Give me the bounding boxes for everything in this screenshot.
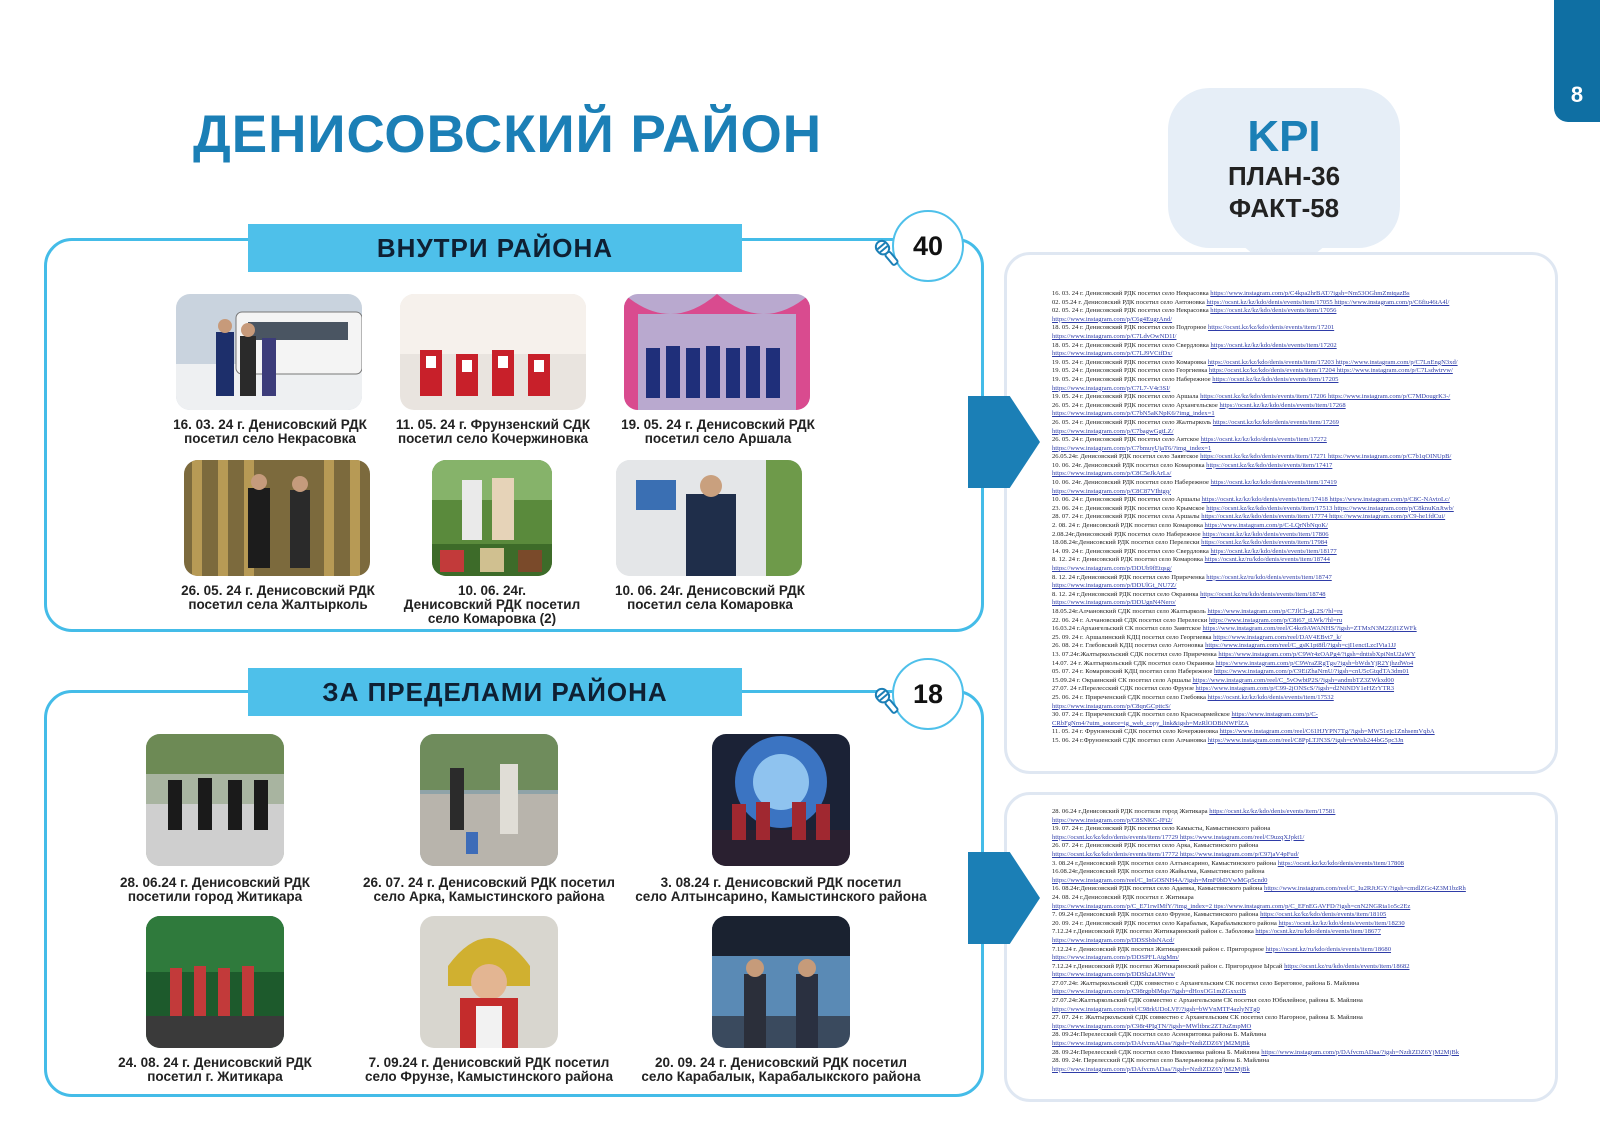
event-entry: [1052, 496, 1532, 505]
page-number: 8: [1570, 82, 1584, 107]
event-entry: [1052, 522, 1532, 531]
event-entry: [1052, 428, 1532, 437]
photo-caption: 26. 05. 24 г. Денисовский РДК посетил села Жалтырколь: [181, 583, 375, 612]
event-entry: [1052, 608, 1532, 617]
event-entry: [1052, 625, 1532, 634]
event-link[interactable]: https://ocsnt.kz/kz/kdo/denis/events/item/17808: [1277, 859, 1404, 867]
event-entry: [1052, 436, 1532, 445]
event-entry: [1052, 668, 1532, 677]
photo-caption: 10. 06. 24г. Денисовский РДК посетил села Комаровка: [615, 583, 805, 612]
event-link[interactable]: https://www.instagram.com/p/C7LdvOwND1I/: [1052, 332, 1177, 340]
photo-caption: 10. 06. 24г. Денисовский РДК посетил село Комаровка (2): [403, 583, 581, 626]
event-link[interactable]: https://www.instagram.com/reel/C98rkUDoLVF/?igsh=bWVnMTF4azlyNTg0: [1052, 1005, 1260, 1013]
event-text: 27.07. 24 г.Перелесский СДК посетил село Фрунзе: [1052, 685, 1196, 693]
outside-count-badge: 18: [892, 658, 964, 730]
event-link[interactable]: https://www.instagram.com/p/C6g4EugrAnd/: [1052, 315, 1173, 323]
event-entry: [1052, 419, 1532, 428]
event-entry: [1052, 946, 1532, 955]
event-text: 26. 05. 24 г. Денисовский РДК посетил село Архангельское: [1052, 401, 1220, 409]
event-link[interactable]: https://www.instagram.com/p/C_E71rwIMfY/?img_index=2 ttps://www.instagram.com/p/C_EFnEGAVFD/?igsh=cnN2NGRta1o5c2Ez: [1052, 902, 1411, 910]
event-entry: [1052, 877, 1532, 886]
event-entry: [1052, 556, 1532, 565]
photo-nekrasovka: [176, 294, 362, 410]
event-link[interactable]: https://www.instagram.com/p/C8qnGCpttcS/: [1052, 702, 1171, 710]
event-entry: [1052, 513, 1532, 522]
event-entry: [1052, 453, 1532, 462]
event-text: 10. 06. 24г. Денисовский РДК посетил село Комаровка: [1052, 461, 1207, 469]
inside-district-banner: ВНУТРИ РАЙОНА: [248, 224, 742, 272]
photo-zhitikara: [146, 734, 284, 866]
photo-zhaltyrkol: [184, 460, 370, 576]
event-text: 02. 05. 24 г. Денисовский РДК посетил село Некрасовка: [1052, 307, 1211, 315]
event-text: 16. 03. 24 г. Денисовский РДК посетил село Некрасовка: [1052, 290, 1211, 297]
event-entry: [1052, 350, 1532, 359]
event-link[interactable]: https://www.instagram.com/p/C9EiZhaNrnU/?igsh=cnU5cGtqdTA3dm01: [1213, 668, 1410, 676]
event-entry: [1052, 642, 1532, 651]
event-entry: [1052, 410, 1532, 419]
event-link[interactable]: https://www.instagram.com/p/C7bmuyUjaT6/?img_index=1: [1052, 444, 1212, 452]
photo-kocherzhinovka: [400, 294, 586, 410]
event-link[interactable]: https://ocsnt.kz/ru/kdo/denis/events/item/18682: [1284, 962, 1410, 970]
event-text: 10. 06. 24 г. Денисовский РДК посетил село Аршалы: [1052, 496, 1202, 504]
event-text: 20. 09. 24 г. Денисовский РДК посетил село Карабалык, Карабалыкского района: [1052, 919, 1279, 927]
photo-arka: [420, 734, 558, 866]
event-entry: [1052, 1031, 1532, 1040]
event-entry: [1052, 885, 1532, 894]
event-entry: [1052, 834, 1532, 843]
kpi-badge: [1168, 88, 1400, 248]
event-link[interactable]: https://ocsnt.kz/ru/kdo/denis/events/item/18677: [1255, 928, 1381, 936]
kpi-fact: ФАКТ-58: [1228, 193, 1340, 223]
photo-arshala: [624, 294, 810, 410]
event-link[interactable]: https://www.instagram.com/reel/DAV4EBvt7_k/: [1213, 633, 1342, 641]
event-text: 02. 05.24 г. Денисовский РДК посетил село Антоновка: [1052, 298, 1207, 306]
event-text: 15. 06. 24 г.Фрунзенский СДК посетил село Алчановка: [1052, 736, 1208, 744]
event-text: 25. 09. 24 г. Аршалинский КДЦ посетил село Георгиевка: [1052, 633, 1214, 641]
event-link[interactable]: https://www.instagram.com/p/C7bagwGgtLZ/: [1052, 427, 1174, 435]
event-link[interactable]: https://www.instagram.com/p/DDUlGt_NU7Z/: [1052, 582, 1177, 590]
event-link[interactable]: https://www.instagram.com/p/DDUb9fEtqsg/: [1052, 565, 1172, 572]
page-number-tab: [1554, 0, 1600, 122]
event-text: 27.07.24г.Жалтыркольский СДК совместно с Архангельским СК посетил село Юбилейное, района Б. Майлина: [1052, 997, 1363, 1005]
event-entry: [1052, 574, 1532, 583]
event-entry: [1052, 728, 1532, 737]
event-entry: [1052, 1023, 1532, 1032]
event-entry: [1052, 617, 1532, 626]
event-link[interactable]: https://ocsnt.kz/kz/kdo/denis/events/item/18105: [1260, 911, 1387, 919]
event-text: 28. 07. 24 г. Денисовский РДК посетил села Аршалы: [1052, 513, 1202, 521]
event-text: 3. 08.24 г.Денисовский РДК посетил село Алтынсарино, Камыстинского района: [1052, 859, 1278, 867]
event-text: 18.08.24г.Денисовский РДК посетил село Перелески: [1052, 539, 1202, 547]
event-entry: [1052, 703, 1532, 712]
event-link[interactable]: https://ocsnt.kz/kz/kdo/denis/events/item/17205: [1212, 375, 1339, 383]
event-entry: [1052, 677, 1532, 686]
event-text: 23. 06. 24 г. Денисовский РДК посетил село Крымское: [1052, 504, 1207, 512]
event-link[interactable]: CRbFgNrn4/?utm_source=ig_web_copy_link&igsh=MzRlODBiNWFlZA: [1052, 719, 1249, 727]
inside-count-badge: 40: [892, 210, 964, 282]
photo-caption: 28. 06.24 г. Денисовский РДК посетили город Житикара: [120, 875, 310, 904]
event-entry: [1052, 988, 1532, 997]
event-link[interactable]: https://www.instagram.com/p/C8C5eJkArLs/: [1052, 470, 1172, 478]
photo-caption: 3. 08.24 г. Денисовский РДК посетил село Алтынсарино, Камыстинского района: [635, 875, 927, 904]
event-entry: [1052, 290, 1532, 299]
event-link[interactable]: https://ocsnt.kz/kz/kdo/denis/events/item/17419: [1210, 479, 1337, 487]
event-text: 19. 05. 24 г. Денисовский РДК посетил село Комаровка: [1052, 358, 1208, 366]
event-link[interactable]: https://www.instagram.com/p/C-LQrNbNqoK/: [1204, 522, 1328, 530]
event-entry: [1052, 479, 1532, 488]
event-text: 14.07. 24 г. Жалтыркольский СДК посетил село Окраинка: [1052, 659, 1216, 667]
event-entry: [1052, 599, 1532, 608]
event-link[interactable]: https://ocsnt.kz/kz/kdo/denis/events/item/18230: [1278, 919, 1405, 927]
event-entry: [1052, 488, 1532, 497]
event-text: 28. 09. 24г. Перелесский СДК посетил село Валерьяновка района Б. Майлина: [1052, 1057, 1270, 1065]
event-link[interactable]: https://ocsnt.kz/kz/kdo/denis/events/item/17271 https://www.instagram.com/p/C7b1qOINUpB/: [1200, 453, 1452, 461]
event-entry: [1052, 565, 1532, 574]
event-text: 22. 06. 24 г. Алчановский СДК посетил село Перелески: [1052, 616, 1209, 624]
event-text: 19. 07. 24 г. Денисовский РДК посетил село Камысты, Камыстинского района: [1052, 825, 1271, 833]
event-text: 18. 05. 24 г. Денисовский РДК посетил село Подгорное: [1052, 324, 1208, 332]
event-link[interactable]: https://ocsnt.kz/ru/kdo/denis/events/item/18744: [1204, 556, 1330, 564]
event-text: 7.12.24 г. Денисовский РДК посетил Житикаринский район с. Пригородное: [1052, 945, 1266, 953]
event-entry: [1052, 324, 1532, 333]
event-entry: [1052, 342, 1532, 351]
event-link[interactable]: https://ocsnt.kz/kz/kdo/denis/events/item/17268: [1219, 401, 1346, 409]
event-text: 26. 05. 24 г. Денисовский РДК посетил село Аятское: [1052, 436, 1201, 444]
event-text: 30. 07. 24 г. Приреченский СДК посетил село Красноармейское: [1052, 711, 1232, 719]
event-text: 28. 06.24 г.Денисовский РДК посетили город Житикара: [1052, 808, 1210, 815]
event-text: 16. 08.24г.Денисовский РДК посетил село Адаевка, Камыстинского района: [1052, 885, 1265, 893]
event-entry: [1052, 1040, 1532, 1049]
event-link[interactable]: https://www.instagram.com/p/C9Wr4zOAPg4/?igsh=dnttsbXpiNnU2aWY: [1218, 650, 1416, 658]
event-link[interactable]: https://ocsnt.kz/ru/kdo/denis/events/item/18748: [1200, 590, 1326, 598]
event-entry: [1052, 808, 1532, 817]
photo-caption: 26. 07. 24 г. Денисовский РДК посетил село Арка, Камыстинского района: [363, 875, 615, 904]
event-link[interactable]: https://ocsnt.kz/kz/kdo/denis/events/item/17774 https://www.instagram.com/p/C9-he1fdCui/: [1201, 513, 1446, 521]
event-link[interactable]: https://ocsnt.kz/kz/kdo/denis/events/item/17417: [1206, 461, 1333, 469]
event-link[interactable]: https://www.instagram.com/p/C-: [1231, 711, 1318, 719]
photo-komarovka: [616, 460, 802, 576]
event-text: 13. 07.24г.Жалтыркольский СДК посетил село Приреченка: [1052, 650, 1219, 658]
event-entry: [1052, 359, 1532, 368]
event-link[interactable]: https://www.instagram.com/p/DAfvcmADaa/?igsh=NzdiZDZ6YjM2MjBk: [1052, 1065, 1250, 1073]
microphone-icon: [870, 236, 904, 270]
event-text: 24. 08. 24 г.Денисовский РДК посетил г. Житикара: [1052, 893, 1194, 901]
event-text: 7. 09.24 г.Денисовский РДК посетил село Фрунзе, Камыстинского района: [1052, 911, 1261, 919]
event-entry: [1052, 720, 1532, 729]
kpi-plan: ПЛАН-36: [1227, 161, 1341, 191]
event-entry: [1052, 1066, 1532, 1075]
event-text: 15.09.24 г. Окраинский СК посетил село Аршалы: [1052, 676, 1193, 684]
event-link[interactable]: https://ocsnt.kz/kz/kdo/denis/events/item/17269: [1212, 418, 1339, 426]
event-link[interactable]: https://ocsnt.kz/kz/kdo/denis/events/item/17806: [1202, 530, 1329, 538]
event-entry: [1052, 299, 1532, 308]
event-text: 16.08.24г.Денисовский РДК посетил село Жайылма, Камыстинского района: [1052, 868, 1265, 876]
event-text: 7.12.24 г.Денисовский РДК посетил Житикаринский район с. Заболовка: [1052, 928, 1256, 936]
event-entry: [1052, 937, 1532, 946]
event-link[interactable]: https://ocsnt.kz/kz/kdo/denis/events/item/17204 https://www.instagram.com/p/C7Lsdwtrvw/: [1208, 367, 1453, 375]
event-text: 18. 05. 24 г. Денисовский РДК посетил село Свердловка: [1052, 341, 1211, 349]
event-text: 16.03.24 г.Архангельский СК посетил село Заявтское: [1052, 625, 1203, 633]
event-text: 28. 09.24г.Перелесский СДК посетил село Николаевка района Б. Майлина: [1052, 1048, 1262, 1056]
photo-caption: 24. 08. 24 г. Денисовский РДК посетил г. Житикара: [118, 1055, 312, 1084]
photo-caption: 7. 09.24 г. Денисовский РДК посетил село Фрунзе, Камыстинского района: [365, 1055, 613, 1084]
event-entry: [1052, 860, 1532, 869]
event-link[interactable]: https://www.instagram.com/p/C8i67_tLWk/?hl=ru: [1208, 616, 1343, 624]
event-text: 18.05.24г.Алчановский СДК посетил село Жалтырколь: [1052, 607, 1208, 615]
event-link[interactable]: https://www.instagram.com/p/DDSSbIsNAcd/: [1052, 936, 1175, 944]
inside-events-list: [1052, 290, 1532, 745]
event-link[interactable]: https://ocsnt.kz/ru/kdo/denis/events/item/18680: [1265, 945, 1392, 953]
photo-komarovka-2: [432, 460, 552, 576]
event-link[interactable]: https://www.instagram.com/p/C7L7-V4r3SI/: [1052, 384, 1171, 392]
photo-altynsarino: [712, 734, 850, 866]
event-link[interactable]: https://ocsnt.kz/kz/kdo/denis/events/item/17513 https://www.instagram.com/p/C8knuKnJtwb/: [1206, 504, 1454, 512]
event-entry: [1052, 462, 1532, 471]
event-entry: [1052, 548, 1532, 557]
event-entry: [1052, 307, 1532, 316]
outside-district-banner: ЗА ПРЕДЕЛАМИ РАЙОНА: [248, 668, 742, 716]
event-text: 2. 08. 24 г. Денисовский РДК посетил село Комаровка: [1052, 522, 1205, 530]
event-text: 26. 05. 24 г. Денисовский РДК посетил село Жалтырколь: [1052, 418, 1213, 426]
event-text: 26. 07. 24 г. Денисовский РДК посетил село Арка, Камыстинского района: [1052, 842, 1259, 850]
event-text: 8. 12. 24 г.Денисовский РДК посетил село Окраинка: [1052, 590, 1201, 598]
event-link[interactable]: https://www.instagram.com/reel/C_Iu2RJtJGY/?igsh=cmdlZGc4Z3M1bzRh: [1264, 885, 1466, 893]
event-link[interactable]: https://ocsnt.kz/kz/kdo/denis/events/item/17532: [1207, 693, 1334, 701]
event-entry: [1052, 1006, 1532, 1015]
event-text: 19. 05. 24 г. Денисовский РДК посетил село Георгиевка: [1052, 367, 1209, 375]
event-entry: [1052, 634, 1532, 643]
event-link[interactable]: https://www.instagram.com/p/C7JlCb-gL2S/?hl=ru: [1207, 607, 1343, 615]
event-link[interactable]: https://www.instagram.com/p/C4kpa2hrBAT/?igsh=Nm53OGhmZmtqazBs: [1210, 290, 1410, 297]
event-text: 25. 06. 24 г. Приреченский СДК посетил село Глебовка: [1052, 693, 1208, 701]
outside-events-list: [1052, 808, 1532, 1074]
event-link[interactable]: https://ocsnt.kz/kz/kdo/denis/events/item/18177: [1210, 547, 1337, 555]
event-entry: [1052, 316, 1532, 325]
event-link[interactable]: https://ocsnt.kz/kz/kdo/denis/events/item/17202: [1210, 341, 1337, 349]
event-link[interactable]: https://www.instagram.com/p/C8C87VIhtgq/: [1052, 487, 1171, 495]
event-text: 11. 05. 24 г. Фрунзенский СДК посетил село Кочержиновка: [1052, 728, 1220, 736]
event-link[interactable]: https://www.instagram.com/p/DAfvcmADaa/?igsh=NzdiZDZ6YjM2MjBk: [1052, 1040, 1250, 1048]
event-text: 8. 12. 24 г. Денисовский РДК посетил село Комаровка: [1052, 556, 1205, 564]
event-link[interactable]: https://www.instagram.com/p/C7LJ9VCtfDx/: [1052, 350, 1173, 358]
event-entry: [1052, 1049, 1532, 1058]
event-entry: [1052, 954, 1532, 963]
event-entry: [1052, 651, 1532, 660]
event-link[interactable]: https://ocsnt.kz/kz/kdo/denis/events/item/17055 https://www.instagram.com/p/C6fiu46tA4l/: [1206, 298, 1450, 306]
event-text: 27.07.24г. Жалтыркольский СДК совместно с Архангельским СК посетил село Береговое, района Б. Майлина: [1052, 979, 1360, 987]
event-entry: [1052, 928, 1532, 937]
event-text: 05. 07. 24 г. Комаровский КДЦ посетил село Набережное: [1052, 668, 1214, 676]
event-entry: [1052, 1014, 1532, 1023]
event-entry: [1052, 333, 1532, 342]
event-text: 7.12.24 г.Денисовский РДК посетил Житикаринский район с. Пригородное Ырсай: [1052, 962, 1285, 970]
photo-caption: 16. 03. 24 г. Денисовский РДК посетил село Некрасовка: [173, 417, 367, 446]
event-text: 10. 06. 24г. Денисовский РДК посетил село Набережное: [1052, 479, 1211, 487]
event-entry: [1052, 393, 1532, 402]
event-entry: [1052, 531, 1532, 540]
event-link[interactable]: https://www.instagram.com/p/DDSh2aUtWvs/: [1052, 971, 1176, 979]
event-link[interactable]: https://www.instagram.com/p/C8SNKC-JFt2/: [1052, 816, 1173, 824]
photo-caption: 19. 05. 24 г. Денисовский РДК посетил село Аршала: [621, 417, 815, 446]
event-link[interactable]: https://ocsnt.kz/kz/kdo/denis/events/item/17729 https://www.instagram.com/reel/C9uzqXJpkt1/: [1052, 833, 1305, 841]
event-entry: [1052, 851, 1532, 860]
event-entry: [1052, 842, 1532, 851]
event-entry: [1052, 376, 1532, 385]
event-link[interactable]: https://ocsnt.kz/kz/kdo/denis/events/item/17203 https://www.instagram.com/p/C7LnEngN3xd/: [1207, 358, 1458, 366]
event-link[interactable]: https://www.instagram.com/reel/C_gsK1pt8fl/?igsh=cjI1enctLzcIVia1JJ: [1205, 642, 1396, 650]
event-link[interactable]: https://ocsnt.kz/kz/kdo/denis/events/item/17206 https://www.instagram.com/p/C7MDougrK3-/: [1200, 393, 1451, 401]
event-link[interactable]: https://www.instagram.com/p/DDUgnN4Nero/: [1052, 599, 1176, 607]
event-link[interactable]: https://www.instagram.com/p/C99-2jONScS/?igsh=d2NiNDY1eHZrYTR3: [1195, 685, 1395, 693]
event-link[interactable]: https://www.instagram.com/reel/C_5vOwbtP2S/?igsh=andmbTZ3ZWkxd00: [1192, 676, 1394, 684]
kpi-heading: KPI: [1247, 112, 1321, 161]
event-entry: [1052, 660, 1532, 669]
event-entry: [1052, 817, 1532, 826]
event-text: 27. 07. 24 г. Жалтыркольский СДК совместно с Архангельским СК посетил село Нагорное, района Б. Майлина: [1052, 1014, 1363, 1022]
photo-zhitikara-2: [146, 916, 284, 1048]
event-entry: [1052, 903, 1532, 912]
event-link[interactable]: https://www.instagram.com/p/C7bN5aKNpK6/?img_index=1: [1052, 410, 1215, 418]
event-entry: [1052, 445, 1532, 454]
photo-caption: 20. 09. 24 г. Денисовский РДК посетил село Карабалык, Карабалыкского района: [641, 1055, 921, 1084]
photo-karabalyk: [712, 916, 850, 1048]
event-link[interactable]: https://ocsnt.kz/kz/kdo/denis/events/item/17056: [1210, 307, 1337, 315]
event-text: 26.05.24г. Денисовский РДК посетил село Заявтское: [1052, 453, 1201, 461]
event-entry: [1052, 539, 1532, 548]
event-entry: [1052, 980, 1532, 989]
photo-caption: 11. 05. 24 г. Фрунзенский СДК посетил село Кочержиновка: [395, 417, 591, 446]
event-link[interactable]: https://www.instagram.com/p/C9WraZRgTgs/?igsh=bWdsYjR2YjhzdWo4: [1215, 659, 1414, 667]
event-link[interactable]: https://ocsnt.kz/kz/kdo/denis/events/item/17581: [1209, 808, 1336, 815]
event-entry: [1052, 711, 1532, 720]
event-entry: [1052, 997, 1532, 1006]
photo-frunze: [420, 916, 558, 1048]
event-link[interactable]: https://ocsnt.kz/kz/kdo/denis/events/item/17418 https://www.instagram.com/p/C8C-NAvtoLc/: [1201, 496, 1450, 504]
event-entry: [1052, 911, 1532, 920]
event-entry: [1052, 894, 1532, 903]
event-link[interactable]: https://ocsnt.kz/kz/kdo/denis/events/item/17272: [1200, 436, 1327, 444]
event-entry: [1052, 868, 1532, 877]
event-link[interactable]: https://www.instagram.com/p/C98r4PIgTN/?igsh=MWltbnc2ZTJuZmpMO: [1052, 1022, 1252, 1030]
event-link[interactable]: https://www.instagram.com/reel/C4ko9AWANHS/?igsh=ZTMxN3M2ZjI1ZWFk: [1202, 625, 1417, 633]
event-entry: [1052, 470, 1532, 479]
event-link[interactable]: https://www.instagram.com/reel/C8PpLTJN3S/?igsh=cWtsb244bG5pc3Jn: [1207, 736, 1404, 744]
event-entry: [1052, 737, 1532, 746]
event-text: 26. 08. 24 г. Глебовский КДЦ посетил село Антоновка: [1052, 642, 1206, 650]
event-entry: [1052, 971, 1532, 980]
event-entry: [1052, 591, 1532, 600]
event-entry: [1052, 582, 1532, 591]
event-entry: [1052, 385, 1532, 394]
event-link[interactable]: https://www.instagram.com/p/DAfvcmADaa/?igsh=NzdiZDZ6YjM2MjBk: [1261, 1048, 1460, 1056]
event-entry: [1052, 920, 1532, 929]
event-text: 28. 09.24г.Перелесский СДК посетил село Асенкритовка района Б. Майлина: [1052, 1031, 1267, 1039]
page-title: ДЕНИСОВСКИЙ РАЙОН: [193, 105, 823, 164]
event-link[interactable]: https://www.instagram.com/p/C98rgpbIMqo/?igsh=dHoxOG1mZGxxciB: [1052, 988, 1247, 996]
microphone-icon: [870, 684, 904, 718]
event-text: 14. 09. 24 г. Денисовский РДК посетил село Свердловка: [1052, 547, 1211, 555]
event-entry: [1052, 1057, 1532, 1066]
event-text: 2.08.24г.Денисовский РДК посетил село Набережное: [1052, 530, 1203, 538]
event-entry: [1052, 367, 1532, 376]
event-link[interactable]: https://www.instagram.com/p/DDSPFLAtgMm/: [1052, 954, 1180, 962]
event-link[interactable]: https://ocsnt.kz/kz/kdo/denis/events/item/17201: [1207, 324, 1335, 332]
event-entry: [1052, 825, 1532, 834]
event-link[interactable]: https://ocsnt.kz/kz/kdo/denis/events/item/17772 https://www.instagram.com/p/C97jaV4pFud/: [1052, 850, 1299, 858]
event-text: 19. 05. 24 г. Денисовский РДК посетил село Аршала: [1052, 393, 1201, 401]
event-entry: [1052, 694, 1532, 703]
event-text: 19. 05. 24 г. Денисовский РДК посетил село Набережное: [1052, 375, 1213, 383]
event-entry: [1052, 402, 1532, 411]
event-text: 8. 12. 24 г.Денисовский РДК посетил село Приреченка: [1052, 573, 1207, 581]
event-link[interactable]: https://www.instagram.com/reel/C61HJYPN7Tg/?igsh=MW51ejc1ZnhsemVqbA: [1219, 728, 1435, 736]
event-link[interactable]: https://www.instagram.com/reel/C_InGOSNH4A/?igsh=MmF0bDVwMGp5cnd0: [1052, 876, 1268, 884]
event-entry: [1052, 685, 1532, 694]
event-entry: [1052, 505, 1532, 514]
event-link[interactable]: https://ocsnt.kz/kz/kdo/denis/events/item/17984: [1201, 539, 1328, 547]
event-entry: [1052, 963, 1532, 972]
event-link[interactable]: https://ocsnt.kz/ru/kdo/denis/events/item/18747: [1206, 573, 1332, 581]
